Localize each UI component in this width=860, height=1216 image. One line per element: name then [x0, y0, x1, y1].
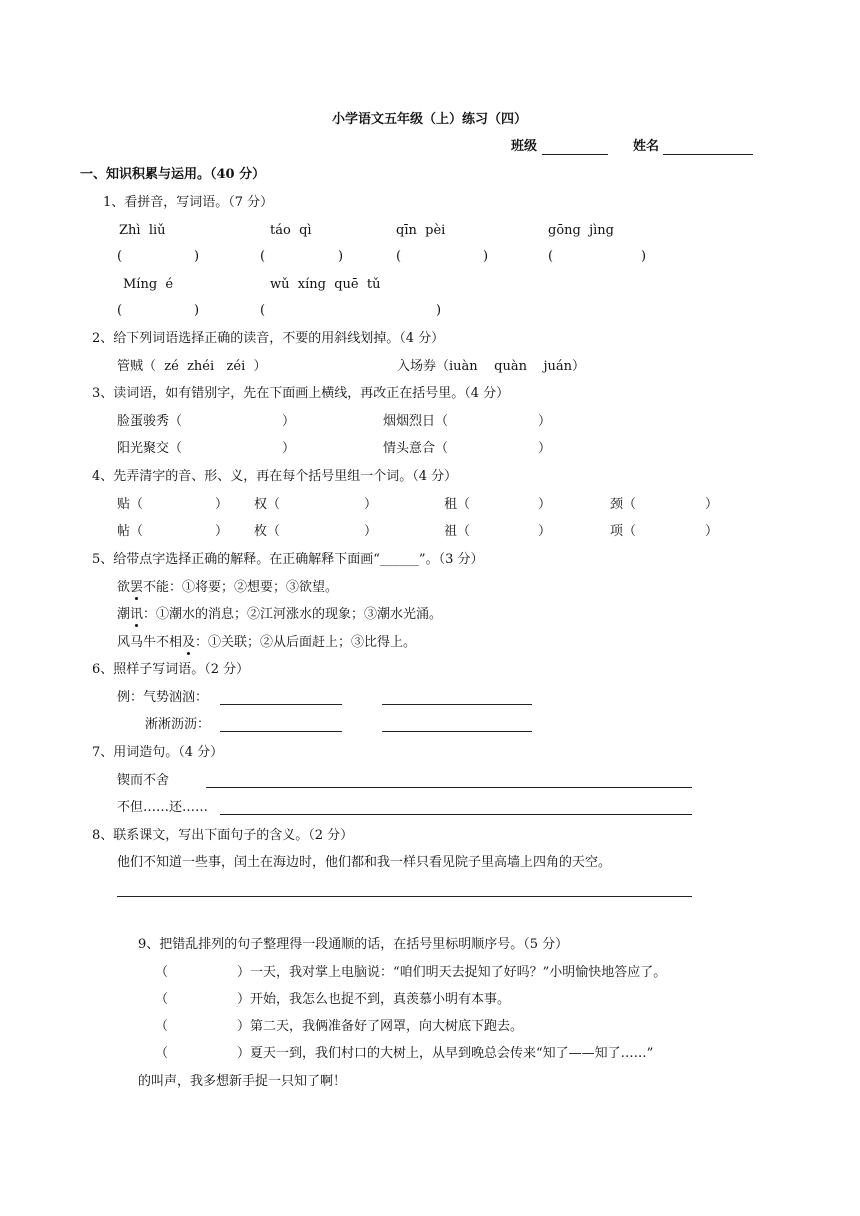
class-blank[interactable]	[542, 154, 608, 155]
answer-bracket-close: ）	[282, 414, 296, 429]
answer-bracket-close: ）	[705, 524, 719, 539]
answer-bracket-close: )	[483, 249, 489, 264]
answer-bracket-open: (	[396, 249, 402, 264]
class-label: 班级	[511, 139, 538, 154]
answer-bracket-close: )	[338, 249, 344, 264]
name-blank[interactable]	[663, 154, 753, 155]
q6-example: 例：气势汹汹：	[117, 690, 209, 705]
q3-word-4: 情头意合（	[383, 441, 449, 456]
answer-bracket-close: )	[436, 303, 442, 318]
answer-bracket-close: )	[194, 249, 200, 264]
q3-word-2: 烟烟烈日（	[383, 414, 449, 429]
q2-item-1[interactable]: 管贼（ zé zhéi zéi ）	[117, 359, 267, 374]
answer-bracket-open: (	[548, 249, 554, 264]
answer-bracket-open: (	[117, 249, 123, 264]
answer-bracket-open[interactable]: （	[155, 965, 169, 980]
pinyin-6: wǔ xíng quē tǔ	[270, 277, 381, 292]
q5-title: 5、给带点字选择正确的解释。在正确解释下面画“______”。（3 分）	[92, 552, 484, 567]
q7-title: 7、用词造句。（4 分）	[92, 745, 224, 760]
pinyin-3: qīn pèi	[396, 223, 446, 238]
q5-text: 不能：①将要；②想要；③欲望。	[143, 580, 339, 595]
q4-char-3: 租（	[444, 497, 471, 512]
q5-text: 欲	[117, 580, 131, 595]
pinyin-4: gōng jìng	[548, 223, 614, 238]
dotted-char: 讯	[130, 607, 144, 622]
q4-char-6: 枚（	[254, 524, 281, 539]
answer-bracket-open: (	[260, 249, 266, 264]
answer-bracket-close: ）	[538, 441, 552, 456]
answer-line[interactable]	[220, 704, 342, 705]
name-label: 姓名	[633, 139, 660, 154]
q9-sentence-4-cont: 的叫声，我多想新手捉一只知了啊！	[138, 1074, 347, 1089]
answer-line[interactable]	[117, 896, 692, 897]
q9-sentence-3: ）第二天，我俩准备好了网罩，向大树底下跑去。	[237, 1019, 524, 1034]
answer-bracket-open: (	[260, 303, 266, 318]
answer-bracket-close: ）	[538, 497, 552, 512]
q4-char-5: 帖（	[117, 524, 144, 539]
q4-char-4: 颈（	[610, 497, 637, 512]
q6-title: 6、照样子写词语。（2 分）	[92, 662, 250, 677]
dotted-char: 及	[182, 635, 196, 650]
answer-line[interactable]	[382, 704, 532, 705]
q5-line-3[interactable]	[117, 634, 416, 652]
answer-bracket-close: ）	[215, 524, 229, 539]
answer-bracket-open: (	[117, 303, 123, 318]
q9-sentence-2: ）开始，我怎么也捉不到，真羡慕小明有本事。	[237, 992, 511, 1007]
answer-bracket-close: ）	[538, 414, 552, 429]
q2-item-2[interactable]: 入场券（iuàn quàn juán）	[397, 359, 586, 374]
q3-word-3: 阳光聚交（	[117, 441, 183, 456]
answer-line[interactable]	[220, 731, 342, 732]
pinyin-1: Zhì liǔ	[119, 223, 166, 238]
q9-sentence-4: ）夏天一到，我们村口的大树上，从早到晚总会传来“知了——知了……”	[237, 1046, 654, 1061]
answer-bracket-open[interactable]: （	[155, 992, 169, 1007]
q8-sentence: 他们不知道一些事，闰土在海边时，他们都和我一样只看见院子里高墙上四角的天空。	[117, 855, 612, 870]
pinyin-2: táo qì	[270, 223, 312, 238]
answer-bracket-close: ）	[364, 524, 378, 539]
q6-example-2: 淅淅沥沥：	[145, 717, 211, 732]
q4-char-8: 项（	[610, 524, 637, 539]
answer-line[interactable]	[382, 731, 532, 732]
q5-text: 潮	[117, 607, 131, 622]
answer-bracket-close: ）	[538, 524, 552, 539]
q4-char-2: 权（	[254, 497, 281, 512]
q5-text: ：①潮水的消息；②江河涨水的现象；③潮水光涌。	[143, 607, 443, 622]
answer-line[interactable]	[206, 787, 692, 788]
q7-word-1: 锲而不舍	[117, 773, 170, 788]
page-title: 小学语文五年级（上）练习（四）	[332, 112, 528, 127]
answer-line[interactable]	[220, 814, 692, 815]
q7-word-2: 不但……还……	[117, 800, 209, 815]
section-heading: 一、知识积累与运用。（40 分）	[80, 167, 266, 182]
answer-bracket-close: )	[641, 249, 647, 264]
q4-title: 4、先弄清字的音、形、义，再在每个括号里组一个词。（4 分）	[92, 469, 458, 484]
q5-text: 风马牛不相	[117, 635, 183, 650]
answer-bracket-close: ）	[215, 497, 229, 512]
q9-title: 9、把错乱排列的句子整理得一段通顺的话，在括号里标明顺序号。（5 分）	[138, 937, 569, 952]
q3-word-1: 脸蛋骏秀（	[117, 414, 183, 429]
q3-title: 3、读词语，如有错别字，先在下面画上横线，再改正在括号里。（4 分）	[92, 386, 510, 401]
answer-bracket-open[interactable]: （	[155, 1019, 169, 1034]
q5-line-1[interactable]	[117, 579, 338, 597]
q4-char-1: 贴（	[117, 497, 144, 512]
answer-bracket-close: ）	[282, 441, 296, 456]
answer-bracket-close: ）	[364, 497, 378, 512]
q4-char-7: 祖（	[444, 524, 471, 539]
answer-bracket-open[interactable]: （	[155, 1046, 169, 1061]
dotted-char: 罢	[130, 580, 144, 595]
q8-title: 8、联系课文，写出下面句子的含义。（2 分）	[92, 828, 354, 843]
q5-text: ：①关联；②从后面赶上；③比得上。	[195, 635, 417, 650]
answer-bracket-close: ）	[705, 497, 719, 512]
q2-title: 2、给下列词语选择正确的读音，不要的用斜线划掉。（4 分）	[92, 331, 445, 346]
answer-bracket-close: )	[194, 303, 200, 318]
pinyin-5: Míng é	[123, 277, 174, 292]
q5-line-2[interactable]	[117, 606, 442, 624]
q1-title: 1、看拼音，写词语。（7 分）	[103, 195, 274, 210]
q9-sentence-1: ）一天，我对掌上电脑说：“咱们明天去捉知了好吗？”小明愉快地答应了。	[237, 965, 667, 980]
